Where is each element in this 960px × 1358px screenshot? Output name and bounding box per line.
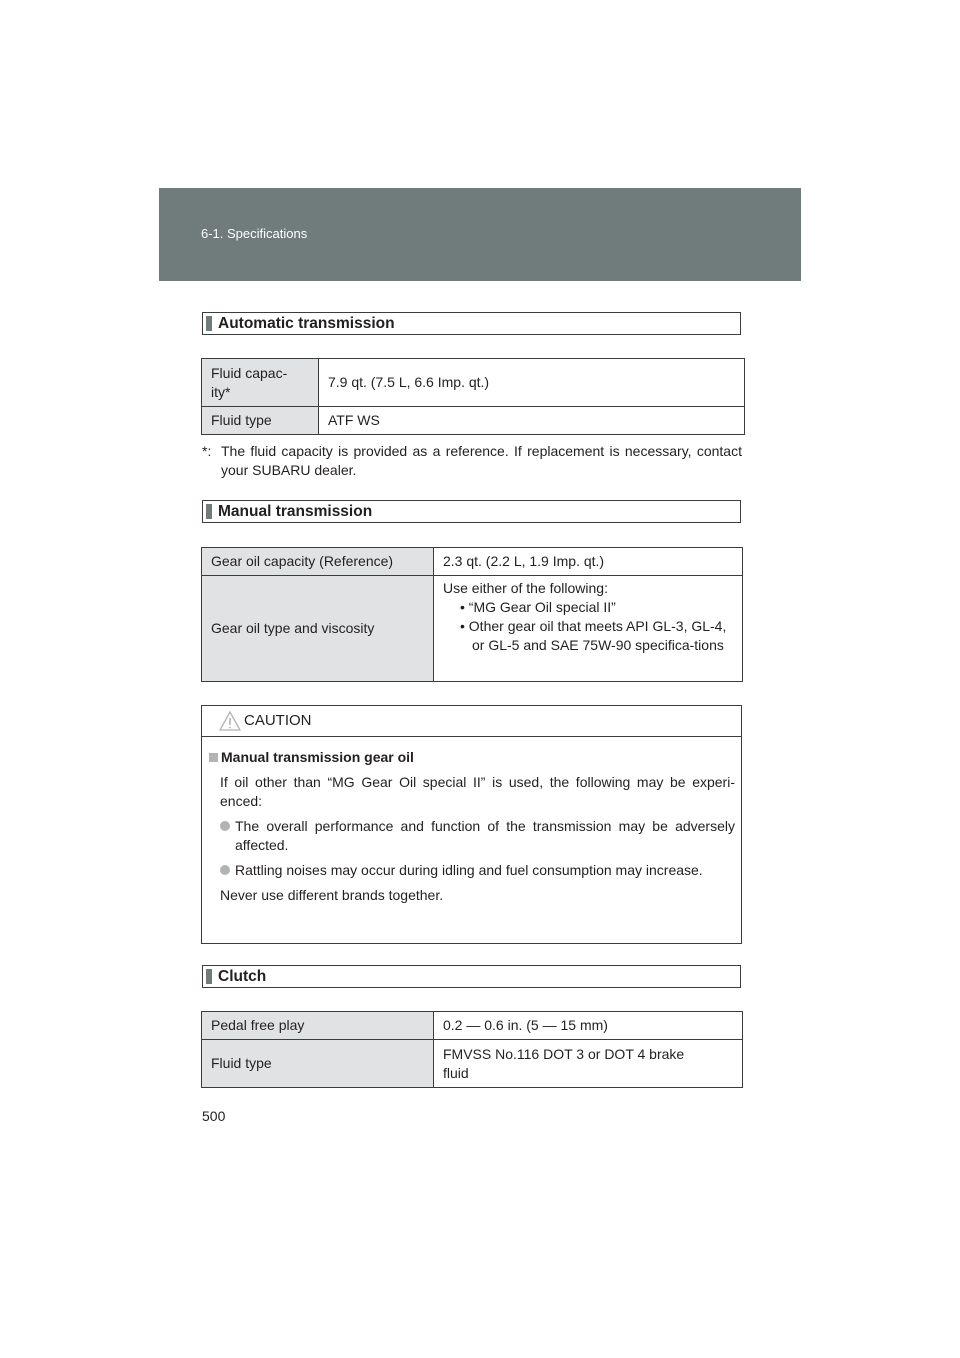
page-number: 500 — [202, 1108, 226, 1124]
caution-title: CAUTION — [244, 712, 312, 729]
clutch-table — [201, 1011, 743, 1088]
table-row — [202, 407, 745, 435]
list-item: • Other gear oil that meets API GL-3, GL-4, or GL-5 and SAE 75W-90 specifica-tions — [460, 618, 727, 653]
heading-text: Manual transmission — [218, 503, 373, 520]
automatic-transmission-table — [201, 358, 745, 435]
spec-key: Fluid type — [202, 1040, 434, 1088]
spec-key: Gear oil capacity (Reference) — [202, 548, 434, 576]
spec-key: Gear oil type and viscosity — [202, 576, 434, 682]
heading-text: Clutch — [218, 968, 267, 985]
caution-closing: Never use different brands together. — [220, 887, 444, 903]
caution-bullet: Rattling noises may occur during idling and fuel consumption may increase. — [209, 861, 735, 880]
spec-value: 7.9 qt. (7.5 L, 6.6 Imp. qt.) — [319, 359, 745, 407]
section-title: 6-1. Specifications — [201, 226, 308, 241]
heading-marker — [206, 504, 212, 519]
table-row — [202, 548, 743, 576]
list-item: • “MG Gear Oil special II” — [460, 599, 616, 615]
spec-key: Pedal free play — [202, 1012, 434, 1040]
footnote-mark: *: — [202, 443, 212, 459]
footnote-text: The fluid capacity is provided as a reference. If replacement is necessary, contact your SUBARU dealer. — [221, 443, 742, 478]
spec-key: Fluid capac- ity* — [202, 359, 319, 407]
chapter-header — [159, 188, 801, 281]
table-row — [202, 576, 743, 682]
caution-heading: Manual transmission gear oil — [209, 748, 735, 767]
table-row — [202, 1012, 743, 1040]
automatic-transmission-heading — [202, 312, 741, 335]
spec-key: Fluid type — [202, 407, 319, 435]
round-bullet-icon — [220, 821, 230, 831]
heading-text: Automatic transmission — [218, 315, 395, 332]
spec-value: ATF WS — [319, 407, 745, 435]
caution-body — [209, 748, 735, 905]
warning-triangle-icon — [219, 710, 241, 732]
heading-marker — [206, 969, 212, 984]
clutch-heading — [202, 965, 741, 988]
manual-transmission-table — [201, 547, 743, 682]
square-bullet-icon — [209, 753, 218, 762]
caution-bullet: The overall performance and function of the transmission may be adversely affected. — [209, 817, 735, 855]
caution-box — [201, 705, 742, 944]
spec-value: FMVSS No.116 DOT 3 or DOT 4 brake fluid — [434, 1040, 743, 1088]
footnote — [202, 442, 742, 480]
spec-value — [434, 576, 743, 682]
heading-marker — [206, 316, 212, 331]
table-row — [202, 359, 745, 407]
table-row — [202, 1040, 743, 1088]
value-intro: Use either of the following: — [443, 580, 608, 596]
spec-value: 0.2 — 0.6 in. (5 — 15 mm) — [434, 1012, 743, 1040]
round-bullet-icon — [220, 865, 230, 875]
caution-title-bar — [202, 706, 741, 737]
spec-value: 2.3 qt. (2.2 L, 1.9 Imp. qt.) — [434, 548, 743, 576]
manual-transmission-heading — [202, 500, 741, 523]
caution-intro: If oil other than “MG Gear Oil special II” is used, the following may be experi-enced: — [220, 774, 735, 809]
